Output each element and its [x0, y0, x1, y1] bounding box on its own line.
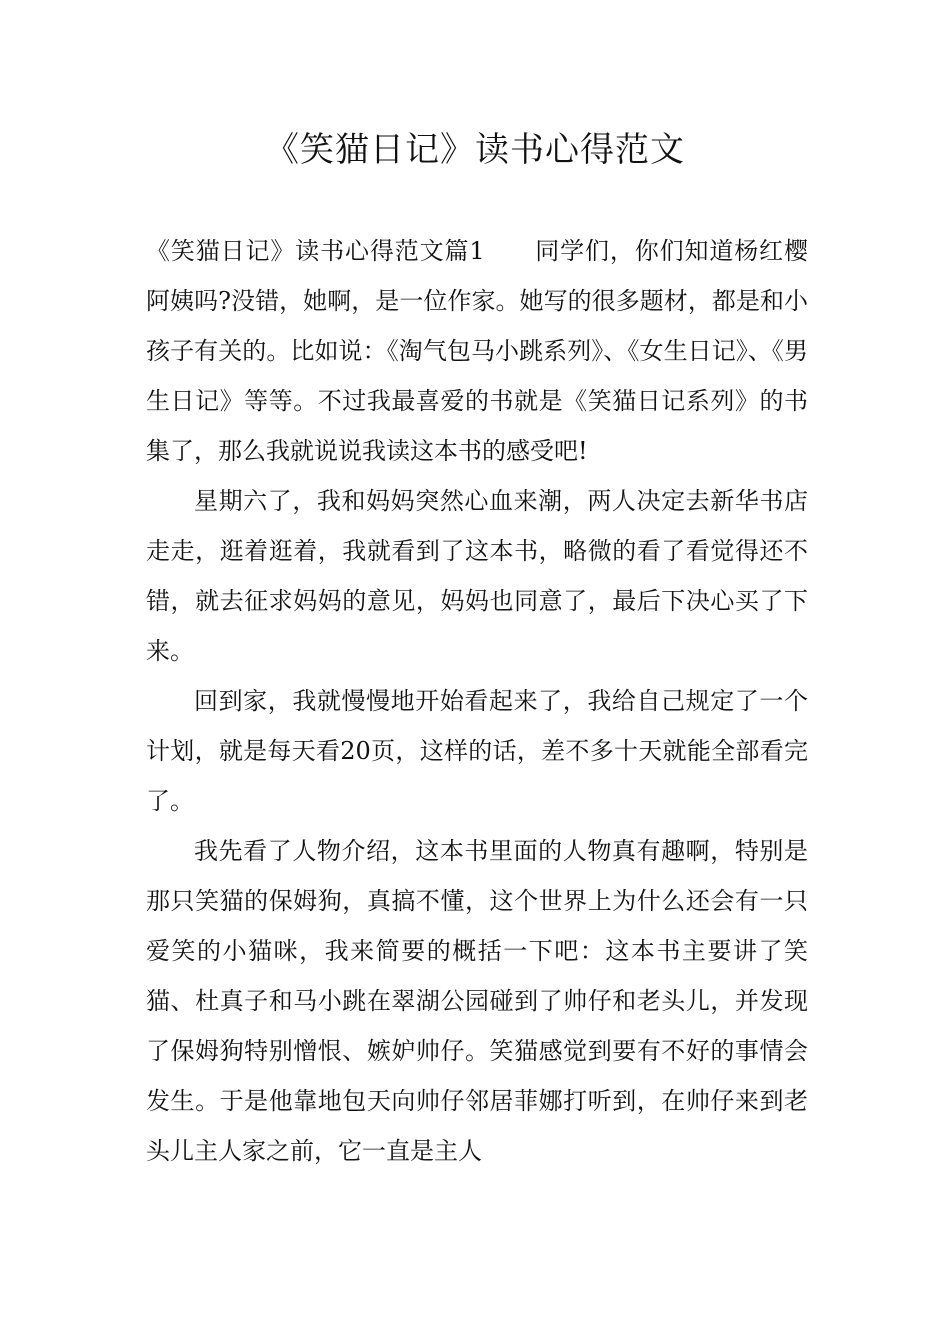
paragraph-2: 星期六了，我和妈妈突然心血来潮，两人决定去新华书店走走，逛着逛着，我就看到了这本书，略微的看了看觉得还不错，就去征求妈妈的意见，妈妈也同意了，最后下决心买了下来。: [146, 487, 808, 665]
document-title: 《笑猫日记》读书心得范文: [265, 130, 685, 170]
document-body: [146, 226, 808, 1176]
paragraph-1: 《笑猫日记》读书心得范文篇1 同学们，你们知道杨红樱阿姨吗?没错，她啊，是一位作家。她写的很多题材，都是和小孩子有关的。比如说：《淘气包马小跳系列》、《女生日记》、《男生日记》等等。不过我最喜爱的书就是《笑猫日记系列》的书集了，那么我就说说我读这本书的感受吧!: [146, 237, 808, 465]
paragraph-3: 回到家，我就慢慢地开始看起来了，我给自己规定了一个计划，就是每天看20页，这样的话，差不多十天就能全部看完了。: [146, 687, 808, 815]
paragraph-4: 我先看了人物介绍，这本书里面的人物真有趣啊，特别是那只笑猫的保姆狗，真搞不懂，这个世界上为什么还会有一只爱笑的小猫咪，我来简要的概括一下吧：这本书主要讲了笑猫、杜真子和马小跳在翠湖公园碰到了帅仔和老头儿，并发现了保姆狗特别憎恨、嫉妒帅仔。笑猫感觉到要有不好的事情会发生。于是他靠地包天向帅仔邻居菲娜打听到，在帅仔来到老头儿主人家之前，它一直是主人: [146, 837, 808, 1165]
